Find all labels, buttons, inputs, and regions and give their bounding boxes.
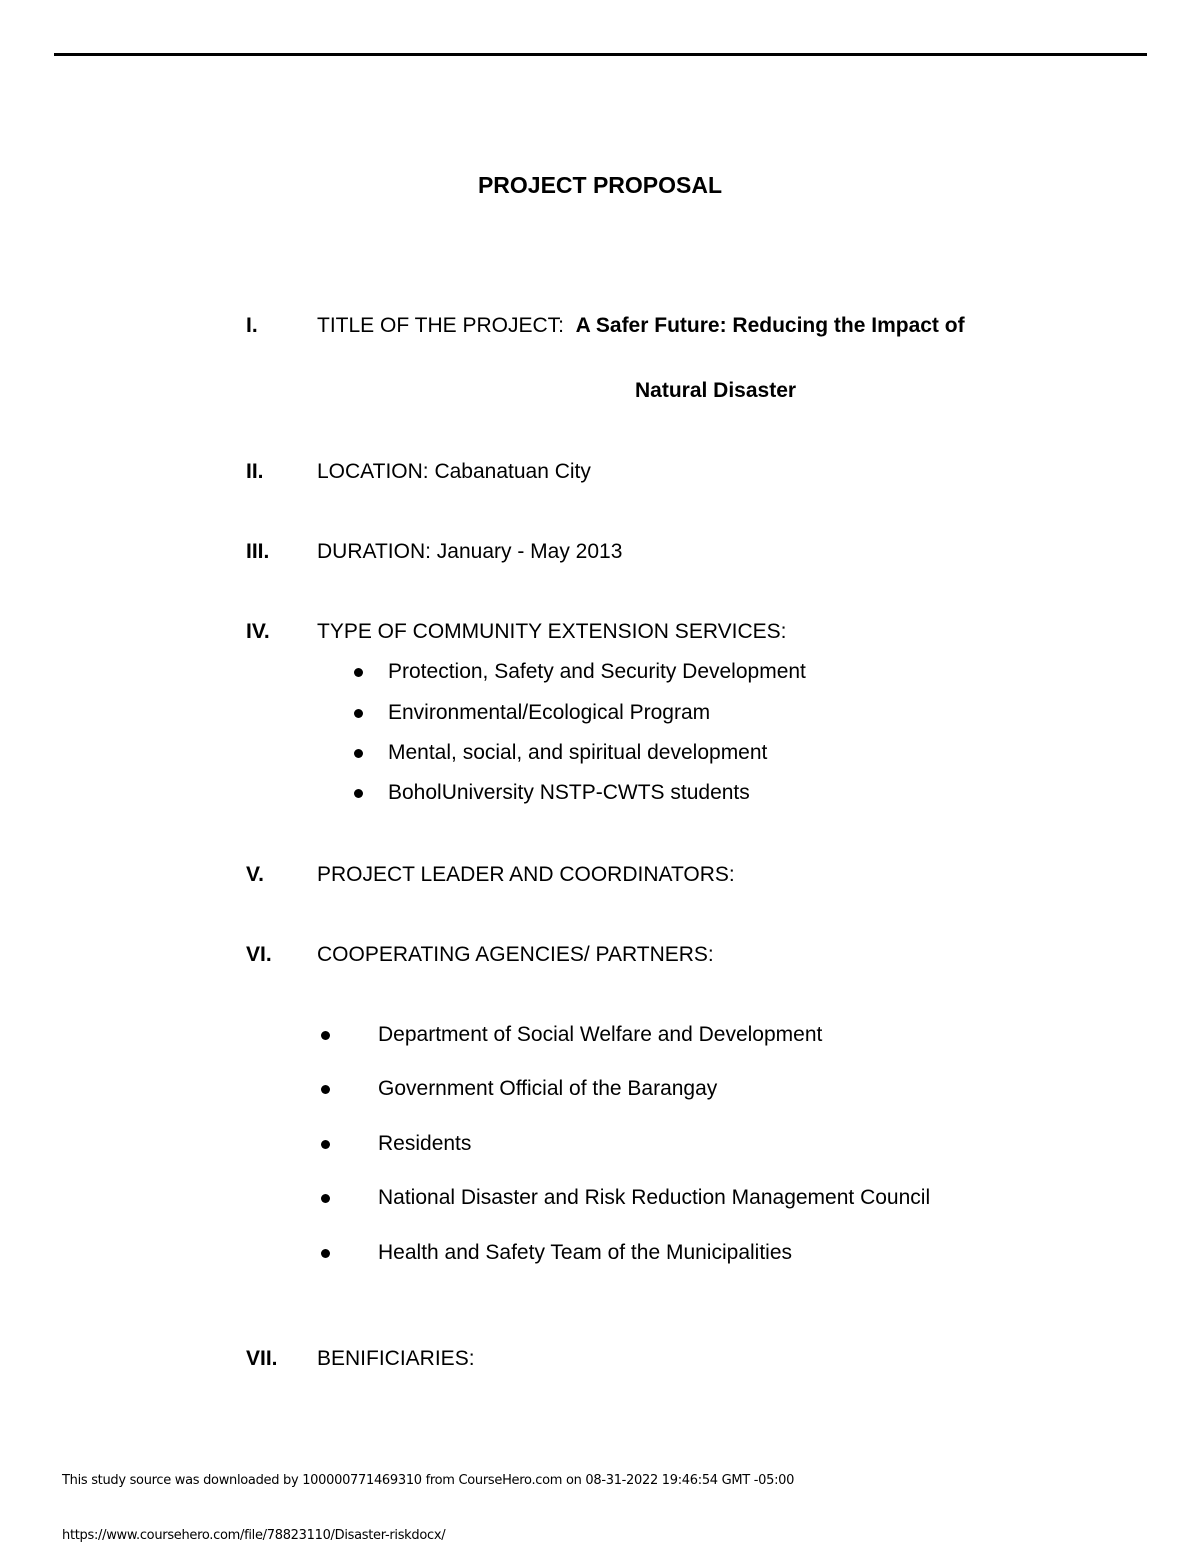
section-number-4: IV. [246, 620, 270, 643]
services-item: Environmental/Ecological Program [388, 701, 711, 724]
services-item: BoholUniversity NSTP-CWTS students [388, 781, 750, 804]
bullet-icon [321, 1194, 330, 1203]
project-title-value: A Safer Future: Reducing the Impact of [575, 314, 965, 337]
bullet-icon [354, 749, 363, 758]
bullet-icon [354, 789, 363, 798]
duration-text: DURATION: January - May 2013 [317, 540, 623, 563]
section-number-6: VI. [246, 943, 272, 966]
project-leader-heading: PROJECT LEADER AND COORDINATORS: [317, 863, 735, 886]
services-item: Mental, social, and spiritual development [388, 741, 768, 764]
section-number-2: II. [246, 460, 264, 483]
agency-item: Health and Safety Team of the Municipalities [378, 1241, 793, 1264]
source-url[interactable]: https://www.coursehero.com/file/78823110/Disaster-riskdocx/ [62, 1528, 446, 1543]
section-number-7: VII. [246, 1347, 278, 1370]
bullet-icon [321, 1249, 330, 1258]
agency-item: Residents [378, 1132, 472, 1155]
services-heading: TYPE OF COMMUNITY EXTENSION SERVICES: [317, 620, 787, 643]
bullet-icon [321, 1140, 330, 1149]
bullet-icon [321, 1085, 330, 1094]
agency-item: Department of Social Welfare and Development [378, 1023, 823, 1046]
section-number-5: V. [246, 863, 264, 886]
download-source-notice: This study source was downloaded by 100000771469310 from CourseHero.com on 08-31-2022 19:46:54 GMT -05:00 [62, 1473, 795, 1488]
agency-item: National Disaster and Risk Reduction Management Council [378, 1186, 931, 1209]
project-title-label: TITLE OF THE PROJECT: [317, 314, 564, 337]
location-text: LOCATION: Cabanatuan City [317, 460, 591, 483]
services-item: Protection, Safety and Security Development [388, 660, 806, 683]
bullet-icon [354, 709, 363, 718]
agency-item: Government Official of the Barangay [378, 1077, 718, 1100]
section-1-text [317, 314, 965, 338]
section-number-1: I. [246, 314, 258, 337]
project-title-value-continued: Natural Disaster [635, 379, 797, 402]
section-number-3: III. [246, 540, 270, 563]
bullet-icon [321, 1031, 330, 1040]
bullet-icon [354, 668, 363, 677]
page-title: PROJECT PROPOSAL [477, 172, 723, 198]
agencies-heading: COOPERATING AGENCIES/ PARTNERS: [317, 943, 714, 966]
top-rule [54, 53, 1147, 56]
beneficiaries-heading: BENIFICIARIES: [317, 1347, 475, 1370]
